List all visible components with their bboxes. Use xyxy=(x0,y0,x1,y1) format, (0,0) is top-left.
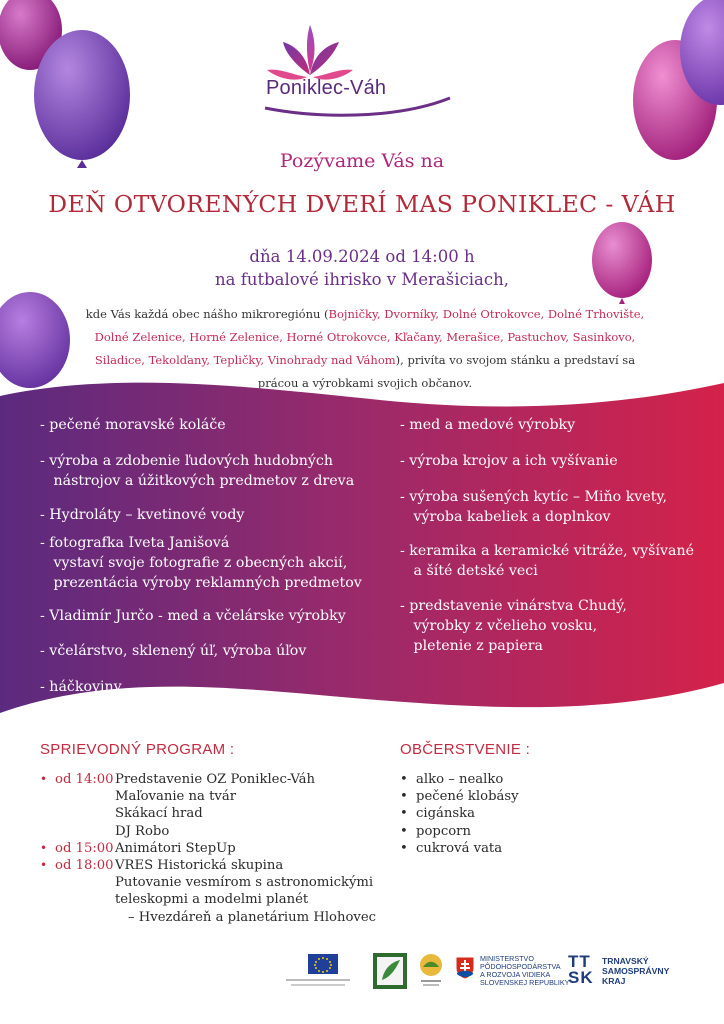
leader-logo xyxy=(372,952,408,990)
program-list xyxy=(40,771,380,931)
offer-item: - keramika a keramické vitráže, vyšívané a šíté detské veci xyxy=(400,543,694,579)
offer-item: - fotografka Iveta Janišová vystaví svoje fotografie z obecných akcií, prezentácia výroby reklamných predmetov xyxy=(40,535,362,591)
offer-item: - med a medové výrobky xyxy=(400,417,576,433)
offer-item: - predstavenie vinárstva Chudý, výrobky z včelieho vosku, pletenie z papiera xyxy=(400,598,627,654)
intro-villages: Bojničky, Dvorníky, Dolné Otrokovce, Dolné Trhovište, Dolné Zelenice, Horné Zelenice, Horné Otrokovce, Kľačany, Merašice, Pastuchov, Sasinkovo, Siladice, Tekolďany, Tepličky, Vinohrady nad Váhom xyxy=(94,307,645,367)
ministry-line: SLOVENSKEJ REPUBLIKY xyxy=(480,978,570,987)
ministry-name xyxy=(480,955,569,987)
refreshment-item: cukrová vata xyxy=(416,840,503,856)
offer-item: - pečené moravské koláče xyxy=(40,417,226,433)
offer-item: - Vladimír Jurčo - med a včelárske výrobky xyxy=(40,608,346,624)
refreshment-item: cigánska xyxy=(416,806,476,822)
ttsk-name-line: SAMOSPRÁVNY xyxy=(602,966,670,976)
ttsk-mark xyxy=(568,954,594,986)
poniklec-flower-logo xyxy=(255,20,455,120)
program-bullet: • xyxy=(40,772,48,786)
refreshments-list xyxy=(400,771,620,861)
ministry-line: MINISTERSTVO xyxy=(480,954,534,963)
footer-logos xyxy=(0,950,724,1010)
list-bullet: • xyxy=(400,840,408,856)
offer-item: - výroba sušených kytíc – Miňo kvety, výroba kabeliek a doplnkov xyxy=(400,489,668,525)
program-time: od 15:00 xyxy=(55,840,114,856)
program-bullet: • xyxy=(40,840,48,855)
program-line: Predstavenie OZ Poniklec-Váh xyxy=(115,772,316,787)
program-line: – Hvezdáreň a planetárium Hlohovec xyxy=(128,909,377,925)
ttsk-name-line: TRNAVSKÝ xyxy=(602,956,649,966)
offer-item: - výroba krojov a ich vyšívanie xyxy=(400,453,618,469)
program-line: Putovanie vesmírom s astronomickými xyxy=(115,875,374,891)
program-bullet: • xyxy=(40,858,48,872)
intro-prefix: kde Vás každá obec nášho mikroregiónu ( xyxy=(85,307,329,321)
refreshment-item: pečené klobásy xyxy=(416,789,519,805)
offer-item: - výroba a zdobenie ľudových hudobných nástrojov a úžitkových predmetov z dreva xyxy=(40,453,355,489)
ministry-line: A ROZVOJA VIDIEKA xyxy=(480,970,551,979)
rural-development-program-logo xyxy=(418,952,444,990)
program-time: od 18:00 xyxy=(55,858,114,873)
event-place: na futbalové ihrisko v Merašiciach, xyxy=(215,270,509,289)
ttsk-mark-line: TT xyxy=(568,952,591,971)
event-headline: DEŇ OTVORENÝCH DVERÍ MAS PONIKLEC - VÁH xyxy=(48,190,676,218)
offer-item: - háčkoviny xyxy=(40,679,122,695)
program-title: SPRIEVODNÝ PROGRAM : xyxy=(40,741,235,758)
invite-line: Pozývame Vás na xyxy=(279,150,445,172)
program-line: Maľovanie na tvár xyxy=(115,789,237,805)
program-time: od 14:00 xyxy=(55,772,114,787)
ttsk-mark-line: SK xyxy=(568,968,594,987)
program-line: Animátori StepUp xyxy=(115,840,236,856)
list-bullet: • xyxy=(400,789,408,805)
program-line: Skákací hrad xyxy=(115,806,203,822)
eu-fund-logo xyxy=(283,954,353,992)
ministry-line: PÔDOHOSPODÁRSTVA xyxy=(480,962,561,971)
offer-item: - včelárstvo, sklenený úľ, výroba úľov xyxy=(40,643,307,659)
program-line: teleskopmi a modelmi planét xyxy=(115,892,309,908)
refreshments-title: OBČERSTVENIE : xyxy=(400,741,531,758)
list-bullet: • xyxy=(400,772,408,787)
balloon-left-middle xyxy=(0,290,72,390)
program-line: VRES Historická skupina xyxy=(115,858,284,873)
list-bullet: • xyxy=(400,806,408,822)
intro-suffix: ), privíta vo svojom stánku a predstaví sa prácou a výrobkami svojich občanov. xyxy=(257,353,636,390)
offer-item: - Hydroláty – kvetinové vody xyxy=(40,507,245,523)
slovak-coat-of-arms-icon xyxy=(455,956,475,980)
event-date: dňa 14.09.2024 od 14:00 h xyxy=(249,247,475,266)
logo-wordmark: Poniklec-Váh xyxy=(266,77,387,99)
program-line: DJ Robo xyxy=(115,823,170,839)
ttsk-name-line: KRAJ xyxy=(602,976,626,986)
ttsk-name xyxy=(602,956,669,986)
refreshment-item: alko – nealko xyxy=(416,772,504,787)
refreshment-item: popcorn xyxy=(416,823,471,839)
list-bullet: • xyxy=(400,823,408,839)
